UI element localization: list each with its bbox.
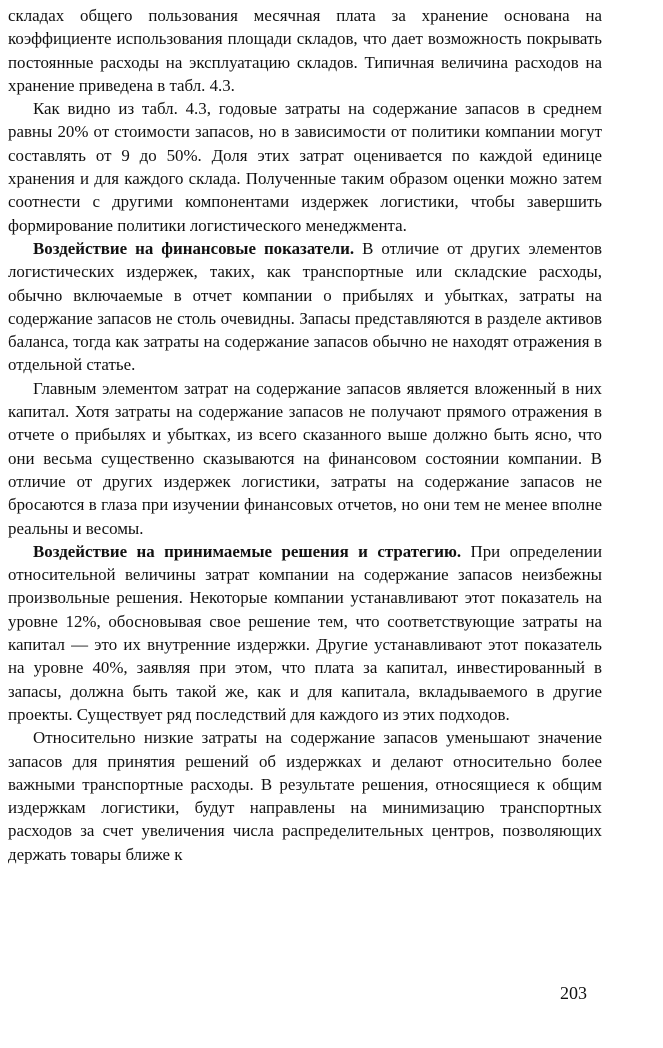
paragraph-body: складах общего пользования месячная плата за хранение основана на коэффициенте использования площади складов, что дает возможность покрывать постоянные расходы на эксплуатацию складов. Типичная величина расходов на хранение приведена в табл. 4.3. <box>8 6 602 95</box>
section-heading-decisions: Воздействие на принимаемые решения и стратегию. <box>33 541 462 561</box>
paragraph-body: Как видно из табл. 4.3, годовые затраты на содержание запасов в среднем равны 20% от стоимости запасов, но в зависимости от политики компании могут составлять от 9 до 50%. Доля этих затрат оценивается по каждой единице хранения и для каждого склада. Полученные таким образом оценки можно затем соотнести с другими компонентами издержек логистики, чтобы завершить формирование политики логистического менеджмента. <box>8 99 602 235</box>
paragraph-low-costs <box>8 726 602 866</box>
paragraph-body: Относительно низкие затраты на содержание запасов уменьшают значение запасов для принятия решений об издержках и делают относительно более важными транспортные расходы. В результате решения, относящиеся к общим издержкам логистики, будут направлены на минимизацию транспортных расходов за счет увеличения числа распределительных центров, позволяющих держать товары ближе к <box>8 728 602 864</box>
paragraph-annual-costs <box>8 97 602 237</box>
paragraph-body: При определении относительной величины затрат компании на содержание запасов неизбежны произвольные решения. Некоторые компании устанавливают этот показатель на уровне 12%, обосновывая свое решение тем, что соответствующие затраты на капитал — это их внутренние издержки. Другие устанавливают этот показатель на уровне 40%, заявляя при этом, что плата за капитал, инвестированный в запасы, должна быть такой же, как и для капитала, вкладываемого в другие проекты. Существует ряд последствий для каждого из этих подходов. <box>8 541 603 724</box>
paragraph-financial-impact <box>8 237 602 377</box>
paragraph-invested-capital <box>8 377 602 540</box>
page-text <box>8 4 602 866</box>
paragraph-body: В отличие от других элементов логистических издержек, таких, как транспортные или складские расходы, обычно включаемые в отчет компании о прибылях и убытках, затраты на содержание запасов не столь очевидны. Запасы представляются в разделе активов баланса, тогда как затраты на содержание запасов обычно не находят отражения в отдельной статье. <box>8 238 602 375</box>
paragraph-decisions-strategy <box>8 540 602 726</box>
section-heading-financial: Воздействие на финансовые показатели. <box>33 238 355 258</box>
paragraph-body: Главным элементом затрат на содержание запасов является вложенный в них капитал. Хотя затраты на содержание запасов не получают прямого отражения в отчете о прибылях и убытках, из всего сказанного выше должно быть ясно, что они весьма существенно сказываются на финансовом состоянии компании. В отличие от других издержек логистики, затраты на содержание запасов не бросаются в глаза при изучении финансовых отчетов, но они тем не менее вполне реальны и весомы. <box>8 378 602 538</box>
paragraph-storage-fees <box>8 4 602 97</box>
page-number: 203 <box>560 983 587 1003</box>
